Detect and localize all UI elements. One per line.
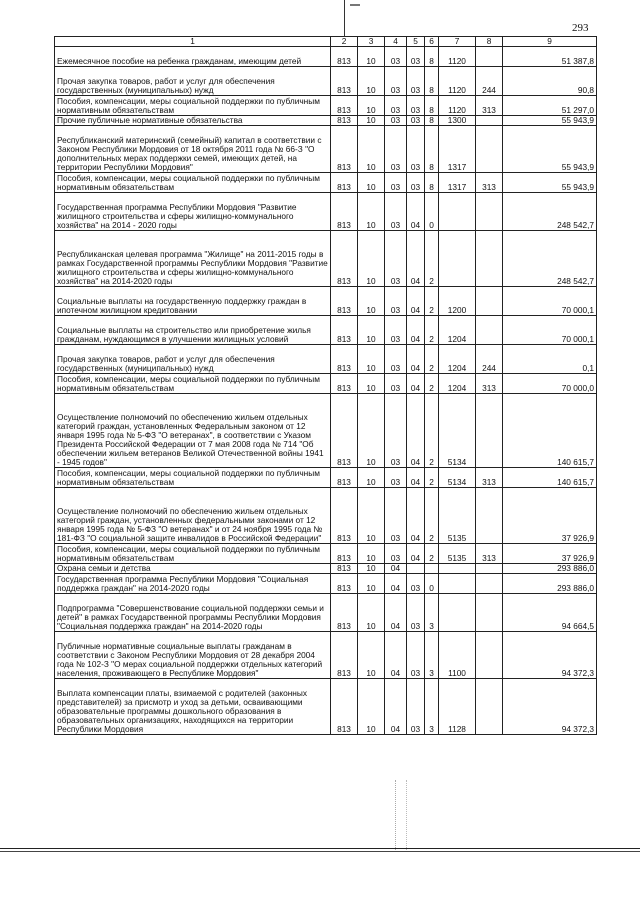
cell-cs2: 8 bbox=[425, 96, 439, 116]
cell-vr bbox=[476, 287, 503, 316]
cell-cs2: 2 bbox=[425, 231, 439, 287]
cell-vr bbox=[476, 47, 503, 67]
cell-pr: 03 bbox=[385, 193, 407, 231]
cell-vr: 244 bbox=[476, 67, 503, 96]
row-name: Республиканская целевая программа "Жилище" на 2011-2015 годы в рамках Государственной программы Республики Мордовия "Развитие жилищного строительства и сферы жилищно-коммунального хозяйства" на 2014-2020 годы bbox=[55, 231, 331, 287]
cell-pr: 03 bbox=[385, 96, 407, 116]
row-name: Выплата компенсации платы, взимаемой с родителей (законных представителей) за присмотр и уход за детьми, осваивающими образовательные программы дошкольного образования в образовательных организациях, находящихся на территории Республики Мордовия bbox=[55, 679, 331, 735]
cell-ved: 813 bbox=[331, 231, 358, 287]
cell-cs2: 8 bbox=[425, 67, 439, 96]
cell-pr: 03 bbox=[385, 374, 407, 394]
cell-ved: 813 bbox=[331, 574, 358, 594]
cell-cs2: 2 bbox=[425, 316, 439, 345]
cell-vr bbox=[476, 488, 503, 544]
cell-rz: 10 bbox=[358, 488, 385, 544]
col-header: 9 bbox=[503, 37, 597, 47]
cell-ved: 813 bbox=[331, 679, 358, 735]
row-name: Осуществление полномочий по обеспечению жильем отдельных категорий граждан, установленных федеральными законами от 12 января 1995 года № 5-ФЗ "О ветеранах" и от 24 ноября 1995 года № 181-ФЗ "О социальной защите инвалидов в Российской Федерации" bbox=[55, 488, 331, 544]
table-row bbox=[55, 173, 597, 193]
cell-rz: 10 bbox=[358, 173, 385, 193]
cell-cs2: 8 bbox=[425, 173, 439, 193]
cell-pr: 04 bbox=[385, 679, 407, 735]
cell-pr: 03 bbox=[385, 287, 407, 316]
row-name: Пособия, компенсации, меры социальной поддержки по публичным нормативным обязательствам bbox=[55, 374, 331, 394]
cell-cs1: 04 bbox=[407, 488, 425, 544]
cell-pr: 03 bbox=[385, 67, 407, 96]
cell-amount: 94 372,3 bbox=[503, 679, 597, 735]
cell-rz: 10 bbox=[358, 47, 385, 67]
table-row bbox=[55, 488, 597, 544]
cell-rz: 10 bbox=[358, 126, 385, 173]
cell-amount: 55 943,9 bbox=[503, 126, 597, 173]
cell-ved: 813 bbox=[331, 345, 358, 374]
cell-cs1: 04 bbox=[407, 374, 425, 394]
row-name: Охрана семьи и детства bbox=[55, 564, 331, 574]
cell-ved: 813 bbox=[331, 287, 358, 316]
cell-rz: 10 bbox=[358, 116, 385, 126]
cell-pr: 04 bbox=[385, 574, 407, 594]
cell-ved: 813 bbox=[331, 47, 358, 67]
cell-cs1: 03 bbox=[407, 679, 425, 735]
table-row bbox=[55, 574, 597, 594]
cell-cs3: 1120 bbox=[439, 96, 476, 116]
table-row bbox=[55, 316, 597, 345]
cell-vr bbox=[476, 193, 503, 231]
cell-rz: 10 bbox=[358, 544, 385, 564]
cell-cs1: 04 bbox=[407, 544, 425, 564]
cell-vr: 313 bbox=[476, 173, 503, 193]
cell-ved: 813 bbox=[331, 564, 358, 574]
cell-vr bbox=[476, 632, 503, 679]
cell-ved: 813 bbox=[331, 374, 358, 394]
cell-vr: 313 bbox=[476, 374, 503, 394]
cell-amount: 140 615,7 bbox=[503, 394, 597, 468]
table-row bbox=[55, 231, 597, 287]
cell-amount: 37 926,9 bbox=[503, 544, 597, 564]
row-name: Подпрограмма "Совершенствование социальной поддержки семьи и детей" в рамках Государственной программы Республики Мордовия "Социальная поддержка граждан" на 2014-2020 годы bbox=[55, 594, 331, 632]
cell-rz: 10 bbox=[358, 594, 385, 632]
cell-vr bbox=[476, 316, 503, 345]
cell-cs1: 03 bbox=[407, 47, 425, 67]
cell-vr bbox=[476, 564, 503, 574]
col-header: 8 bbox=[476, 37, 503, 47]
col-header: 4 bbox=[385, 37, 407, 47]
cell-cs3: 1317 bbox=[439, 173, 476, 193]
cell-pr: 03 bbox=[385, 316, 407, 345]
table-row bbox=[55, 126, 597, 173]
cell-cs2: 8 bbox=[425, 47, 439, 67]
cell-amount: 70 000,0 bbox=[503, 374, 597, 394]
cell-vr bbox=[476, 231, 503, 287]
table-row bbox=[55, 468, 597, 488]
cell-vr: 313 bbox=[476, 96, 503, 116]
cell-amount: 0,1 bbox=[503, 345, 597, 374]
cell-vr: 244 bbox=[476, 345, 503, 374]
cell-vr: 313 bbox=[476, 468, 503, 488]
cell-cs1: 03 bbox=[407, 67, 425, 96]
cell-cs3: 1200 bbox=[439, 287, 476, 316]
cell-pr: 03 bbox=[385, 488, 407, 544]
table-row bbox=[55, 374, 597, 394]
table-row bbox=[55, 594, 597, 632]
cell-pr: 03 bbox=[385, 231, 407, 287]
cell-amount: 248 542,7 bbox=[503, 231, 597, 287]
cell-pr: 04 bbox=[385, 594, 407, 632]
cell-cs3: 5134 bbox=[439, 394, 476, 468]
row-name: Социальные выплаты на строительство или приобретение жилья гражданам, нуждающимся в улучшении жилищных условий bbox=[55, 316, 331, 345]
cell-vr bbox=[476, 574, 503, 594]
cell-amount: 51 297,0 bbox=[503, 96, 597, 116]
cell-amount: 55 943,9 bbox=[503, 173, 597, 193]
table-row bbox=[55, 544, 597, 564]
cell-pr: 04 bbox=[385, 632, 407, 679]
cell-amount: 94 372,3 bbox=[503, 632, 597, 679]
cell-cs1: 04 bbox=[407, 345, 425, 374]
cell-cs3 bbox=[439, 574, 476, 594]
cell-cs2: 2 bbox=[425, 394, 439, 468]
col-header: 1 bbox=[55, 37, 331, 47]
cell-ved: 813 bbox=[331, 126, 358, 173]
cell-cs2: 3 bbox=[425, 679, 439, 735]
cell-cs2: 2 bbox=[425, 488, 439, 544]
cell-cs3 bbox=[439, 231, 476, 287]
cell-ved: 813 bbox=[331, 173, 358, 193]
cell-cs1 bbox=[407, 564, 425, 574]
cell-pr: 03 bbox=[385, 468, 407, 488]
col-header: 2 bbox=[331, 37, 358, 47]
page-edge-line bbox=[0, 848, 640, 849]
row-name: Публичные нормативные социальные выплаты гражданам в соответствии с Законом Республики Мордовия от 28 декабря 2004 года № 102-З "О мерах социальной поддержки отдельных категорий населения, проживающего в Республике Мордовия" bbox=[55, 632, 331, 679]
cell-rz: 10 bbox=[358, 468, 385, 488]
row-name: Государственная программа Республики Мордовия "Развитие жилищного строительства и сферы жилищно-коммунального хозяйства" на 2014 - 2020 годы bbox=[55, 193, 331, 231]
cell-amount: 90,8 bbox=[503, 67, 597, 96]
cell-cs3: 1120 bbox=[439, 47, 476, 67]
budget-table bbox=[54, 36, 597, 735]
cell-cs1: 04 bbox=[407, 394, 425, 468]
cell-amount: 94 664,5 bbox=[503, 594, 597, 632]
cell-pr: 03 bbox=[385, 47, 407, 67]
cell-ved: 813 bbox=[331, 67, 358, 96]
table-row bbox=[55, 67, 597, 96]
cell-ved: 813 bbox=[331, 316, 358, 345]
cell-cs2: 0 bbox=[425, 193, 439, 231]
cell-amount: 293 886,0 bbox=[503, 564, 597, 574]
row-name: Пособия, компенсации, меры социальной поддержки по публичным нормативным обязательствам bbox=[55, 96, 331, 116]
cell-vr: 313 bbox=[476, 544, 503, 564]
cell-cs3: 1317 bbox=[439, 126, 476, 173]
cell-amount: 51 387,8 bbox=[503, 47, 597, 67]
cell-vr bbox=[476, 394, 503, 468]
cell-cs2: 2 bbox=[425, 468, 439, 488]
cell-cs2: 3 bbox=[425, 594, 439, 632]
cell-ved: 813 bbox=[331, 468, 358, 488]
cell-rz: 10 bbox=[358, 632, 385, 679]
cell-rz: 10 bbox=[358, 574, 385, 594]
cell-cs2: 3 bbox=[425, 632, 439, 679]
cell-cs3: 1120 bbox=[439, 67, 476, 96]
cell-ved: 813 bbox=[331, 488, 358, 544]
row-name: Пособия, компенсации, меры социальной поддержки по публичным нормативным обязательствам bbox=[55, 544, 331, 564]
row-name: Пособия, компенсации, меры социальной поддержки по публичным нормативным обязательствам bbox=[55, 468, 331, 488]
row-name: Государственная программа Республики Мордовия "Социальная поддержка граждан" на 2014-2020 годы bbox=[55, 574, 331, 594]
cell-ved: 813 bbox=[331, 632, 358, 679]
cell-rz: 10 bbox=[358, 564, 385, 574]
cell-cs3 bbox=[439, 594, 476, 632]
row-name: Социальные выплаты на государственную поддержку граждан в ипотечном жилищном кредитовании bbox=[55, 287, 331, 316]
cell-cs1: 03 bbox=[407, 96, 425, 116]
cell-rz: 10 bbox=[358, 96, 385, 116]
scan-mark bbox=[344, 0, 345, 36]
cell-cs1: 04 bbox=[407, 231, 425, 287]
cell-rz: 10 bbox=[358, 316, 385, 345]
cell-cs1: 03 bbox=[407, 632, 425, 679]
table-row bbox=[55, 345, 597, 374]
row-name: Прочая закупка товаров, работ и услуг для обеспечения государственных (муниципальных) нужд bbox=[55, 67, 331, 96]
header-row bbox=[55, 37, 597, 47]
cell-cs1: 04 bbox=[407, 193, 425, 231]
cell-cs2: 2 bbox=[425, 544, 439, 564]
cell-cs3: 5135 bbox=[439, 488, 476, 544]
cell-vr bbox=[476, 679, 503, 735]
cell-rz: 10 bbox=[358, 193, 385, 231]
cell-cs1: 04 bbox=[407, 316, 425, 345]
cell-cs3: 5134 bbox=[439, 468, 476, 488]
cell-ved: 813 bbox=[331, 594, 358, 632]
cell-cs3: 1204 bbox=[439, 345, 476, 374]
cell-pr: 03 bbox=[385, 126, 407, 173]
cell-cs3: 1100 bbox=[439, 632, 476, 679]
cell-cs2: 8 bbox=[425, 116, 439, 126]
page-number: 293 bbox=[572, 22, 589, 34]
cell-rz: 10 bbox=[358, 345, 385, 374]
cell-cs3 bbox=[439, 193, 476, 231]
page-edge-line bbox=[0, 851, 640, 852]
cell-rz: 10 bbox=[358, 679, 385, 735]
table-row bbox=[55, 679, 597, 735]
col-header: 3 bbox=[358, 37, 385, 47]
cell-cs3: 1204 bbox=[439, 374, 476, 394]
cell-vr bbox=[476, 594, 503, 632]
cell-amount: 293 886,0 bbox=[503, 574, 597, 594]
row-name: Республиканский материнский (семейный) капитал в соответствии с Законом Республики Мордовия от 18 октября 2011 года № 66-З "О дополнительных мерах поддержки семей, имеющих детей, на территории Республики Мордовия" bbox=[55, 126, 331, 173]
cell-cs1: 04 bbox=[407, 287, 425, 316]
cell-pr: 03 bbox=[385, 544, 407, 564]
cell-cs2: 2 bbox=[425, 374, 439, 394]
cell-cs1: 03 bbox=[407, 126, 425, 173]
cell-amount: 140 615,7 bbox=[503, 468, 597, 488]
cell-pr: 03 bbox=[385, 173, 407, 193]
cell-cs3 bbox=[439, 564, 476, 574]
cell-cs3: 1300 bbox=[439, 116, 476, 126]
cell-pr: 04 bbox=[385, 564, 407, 574]
cell-cs1: 03 bbox=[407, 574, 425, 594]
cell-pr: 03 bbox=[385, 345, 407, 374]
table-row bbox=[55, 47, 597, 67]
cell-cs2: 2 bbox=[425, 287, 439, 316]
cell-ved: 813 bbox=[331, 394, 358, 468]
cell-rz: 10 bbox=[358, 231, 385, 287]
table-body bbox=[55, 47, 597, 735]
cell-amount: 248 542,7 bbox=[503, 193, 597, 231]
cell-ved: 813 bbox=[331, 116, 358, 126]
cell-cs2 bbox=[425, 564, 439, 574]
table-row bbox=[55, 287, 597, 316]
cell-rz: 10 bbox=[358, 374, 385, 394]
cell-cs3: 5135 bbox=[439, 544, 476, 564]
cell-cs2: 2 bbox=[425, 345, 439, 374]
cell-cs1: 03 bbox=[407, 116, 425, 126]
cell-cs3: 1204 bbox=[439, 316, 476, 345]
cell-ved: 813 bbox=[331, 544, 358, 564]
cell-amount: 70 000,1 bbox=[503, 287, 597, 316]
table-row bbox=[55, 394, 597, 468]
table-row bbox=[55, 564, 597, 574]
cell-vr bbox=[476, 116, 503, 126]
cell-amount: 55 943,9 bbox=[503, 116, 597, 126]
cell-ved: 813 bbox=[331, 193, 358, 231]
col-header: 5 bbox=[407, 37, 425, 47]
row-name: Ежемесячное пособие на ребенка гражданам, имеющим детей bbox=[55, 47, 331, 67]
row-name: Прочая закупка товаров, работ и услуг для обеспечения государственных (муниципальных) нужд bbox=[55, 345, 331, 374]
cell-amount: 70 000,1 bbox=[503, 316, 597, 345]
table-row bbox=[55, 116, 597, 126]
row-name: Прочие публичные нормативные обязательства bbox=[55, 116, 331, 126]
cell-cs2: 8 bbox=[425, 126, 439, 173]
cell-amount: 37 926,9 bbox=[503, 488, 597, 544]
cell-rz: 10 bbox=[358, 287, 385, 316]
cell-cs3: 1128 bbox=[439, 679, 476, 735]
cell-rz: 10 bbox=[358, 394, 385, 468]
col-header: 7 bbox=[439, 37, 476, 47]
table-row bbox=[55, 193, 597, 231]
cell-cs1: 03 bbox=[407, 594, 425, 632]
scan-mark bbox=[350, 4, 360, 6]
table-row bbox=[55, 632, 597, 679]
cell-vr bbox=[476, 126, 503, 173]
cell-pr: 03 bbox=[385, 116, 407, 126]
table-row bbox=[55, 96, 597, 116]
cell-pr: 03 bbox=[385, 394, 407, 468]
col-header: 6 bbox=[425, 37, 439, 47]
cell-rz: 10 bbox=[358, 67, 385, 96]
cell-cs2: 0 bbox=[425, 574, 439, 594]
scan-fold-mark bbox=[395, 780, 407, 850]
cell-cs1: 04 bbox=[407, 468, 425, 488]
cell-ved: 813 bbox=[331, 96, 358, 116]
row-name: Пособия, компенсации, меры социальной поддержки по публичным нормативным обязательствам bbox=[55, 173, 331, 193]
row-name: Осуществление полномочий по обеспечению жильем отдельных категорий граждан, установленных Федеральным законом от 12 января 1995 года № 5-ФЗ "О ветеранах", в соответствии с Указом Президента Российской Федерации от 7 мая 2008 года № 714 "Об обеспечении жильем ветеранов Великой Отечественной войны 1941 - 1945 годов" bbox=[55, 394, 331, 468]
cell-cs1: 03 bbox=[407, 173, 425, 193]
